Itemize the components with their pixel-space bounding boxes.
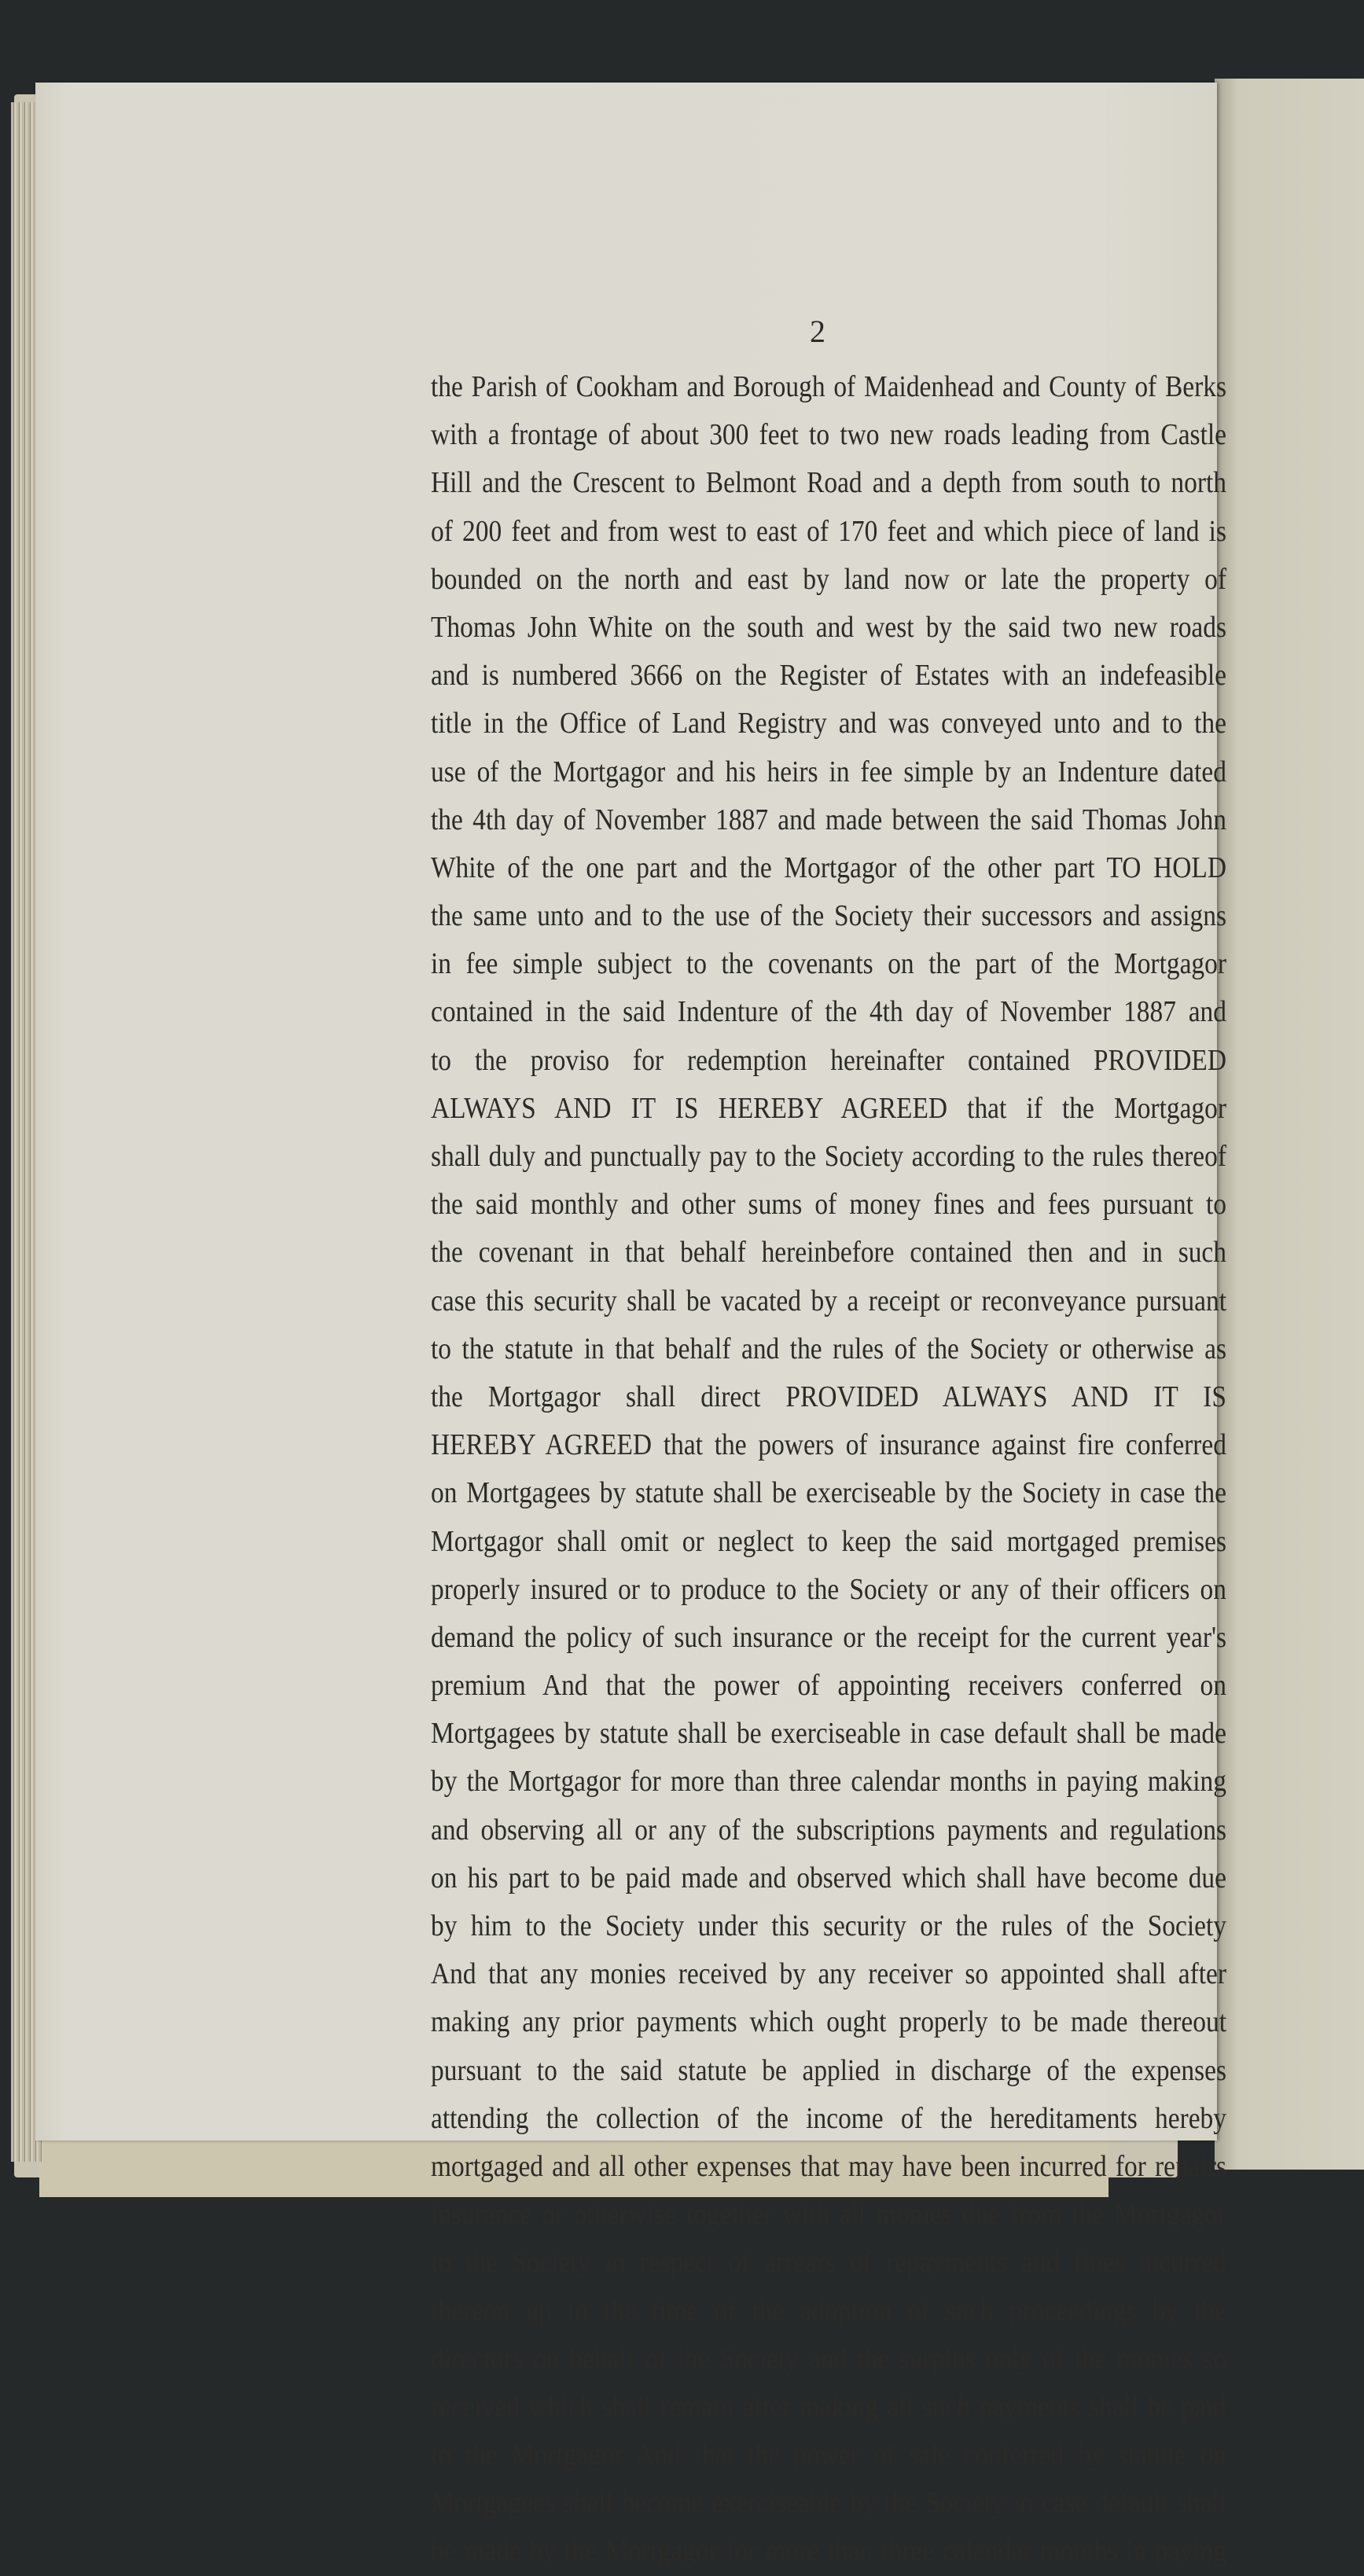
text-line: Hill and the Crescent to Belmont Road and a depth from south to north <box>431 466 1226 500</box>
text-line: demand the policy of such insurance or the receipt for the current year's <box>431 1620 1226 1654</box>
text-line: in fee simple subject to the covenants on the part of the Mortgagor <box>431 947 1226 981</box>
text-line: use of the Mortgagor and his heirs in fee simple by an Indenture dated <box>431 755 1226 788</box>
text-line: thereon up to the time of the adoption of such proceedings by the <box>431 2294 1226 2328</box>
text-line: mortgaged and all other expenses that may have been incurred for repairs <box>431 2149 1226 2183</box>
text-line: And that any monies received by any receiver so appointed shall after <box>431 1957 1226 1991</box>
text-line: to the statute in that behalf and the rules of the Society or otherwise as <box>431 1332 1226 1365</box>
text-line: the said monthly and other sums of money fines and fees pursuant to <box>431 1188 1226 1222</box>
text-line: making any prior payments which ought properly to be made thereout <box>431 2005 1226 2039</box>
text-line: to the Society in respect of arrears of repayments and fines incurred <box>431 2246 1226 2280</box>
text-line: case this security shall be vacated by a receipt or reconveyance pursuant <box>431 1284 1226 1317</box>
text-line: insurance or otherwise together with all monies due from the Mortgagor <box>431 2198 1226 2232</box>
page-number: 2 <box>810 314 825 349</box>
text-line: pursuant to the said statute be applied in discharge of the expenses <box>431 2053 1226 2087</box>
text-line: HEREBY AGREED that the powers of insurance against fire conferred <box>431 1428 1226 1462</box>
text-line: contained in the said Indenture of the 4th day of November 1887 and <box>431 995 1226 1029</box>
text-line: be made by the Mortgagor for more than three calendar months in paying <box>431 2534 1226 2568</box>
text-line: Mortgagor shall omit or neglect to keep the said mortgaged premises <box>431 1524 1226 1558</box>
text-line: Mortgagees by statute shall be exerciseable in case default shall be made <box>431 1717 1226 1751</box>
text-line: by him to the Society under this security or the rules of the Society <box>431 1909 1226 1942</box>
text-line: and observing all or any of the subscriptions payments and regulations <box>431 1813 1226 1847</box>
body-text <box>431 363 1335 2576</box>
text-line: properly insured or to produce to the Society or any of their officers on <box>431 1572 1226 1606</box>
text-line: ALWAYS AND IT IS HEREBY AGREED that if the Mortgagor <box>431 1091 1226 1125</box>
text-line: the Mortgagor shall direct PROVIDED ALWAYS AND IT IS <box>431 1380 1226 1413</box>
text-line: on Mortgagees by statute shall be exerciseable by the Society in case the <box>431 1476 1226 1510</box>
text-line: with a frontage of about 300 feet to two new roads leading from Castle <box>431 418 1226 452</box>
text-line: of 200 feet and from west to east of 170 feet and which piece of land is <box>431 514 1226 548</box>
text-line: premium And that the power of appointing receivers conferred on <box>431 1669 1226 1703</box>
text-line: by the Mortgagor for more than three calendar months in paying making <box>431 1765 1226 1799</box>
text-line: attending the collection of the income of the hereditaments hereby <box>431 2101 1226 2135</box>
text-line: and is numbered 3666 on the Register of Estates with an indefeasible <box>431 659 1226 693</box>
text-line: title in the Office of Land Registry and was conveyed unto and to the <box>431 707 1226 740</box>
text-line: to the proviso for redemption hereinafter contained PROVIDED <box>431 1043 1226 1077</box>
text-line: White of the one part and the Mortgagor of the other part TO HOLD <box>431 851 1226 884</box>
text-line: the covenant in that behalf hereinbefore contained then and in such <box>431 1236 1226 1270</box>
text-line: the Parish of Cookham and Borough of Maidenhead and County of Berks <box>431 370 1226 403</box>
text-line: the 4th day of November 1887 and made between the said Thomas John <box>431 803 1226 836</box>
text-line: to the Mortgagor And that the power of sale conferred by statute on <box>431 2438 1226 2472</box>
text-line: on his part to be paid made and observed which shall have become due <box>431 1861 1226 1894</box>
text-line: bounded on the north and east by land now or late the property of <box>431 562 1226 596</box>
text-line: directors on behalf of the Society and the surplus only of the monies so <box>431 2342 1226 2376</box>
text-line: Thomas John White on the south and west by the said two new roads <box>431 610 1226 644</box>
text-line: received which shall remain after making all such payments shall be paid <box>431 2390 1226 2423</box>
text-line: shall duly and punctually pay to the Society according to the rules thereof <box>431 1140 1226 1173</box>
text-line: Mortgagees shall become exerciseable by the Society in case default shall <box>431 2486 1226 2520</box>
text-line: the same unto and to the use of the Society their successors and assigns <box>431 899 1226 933</box>
